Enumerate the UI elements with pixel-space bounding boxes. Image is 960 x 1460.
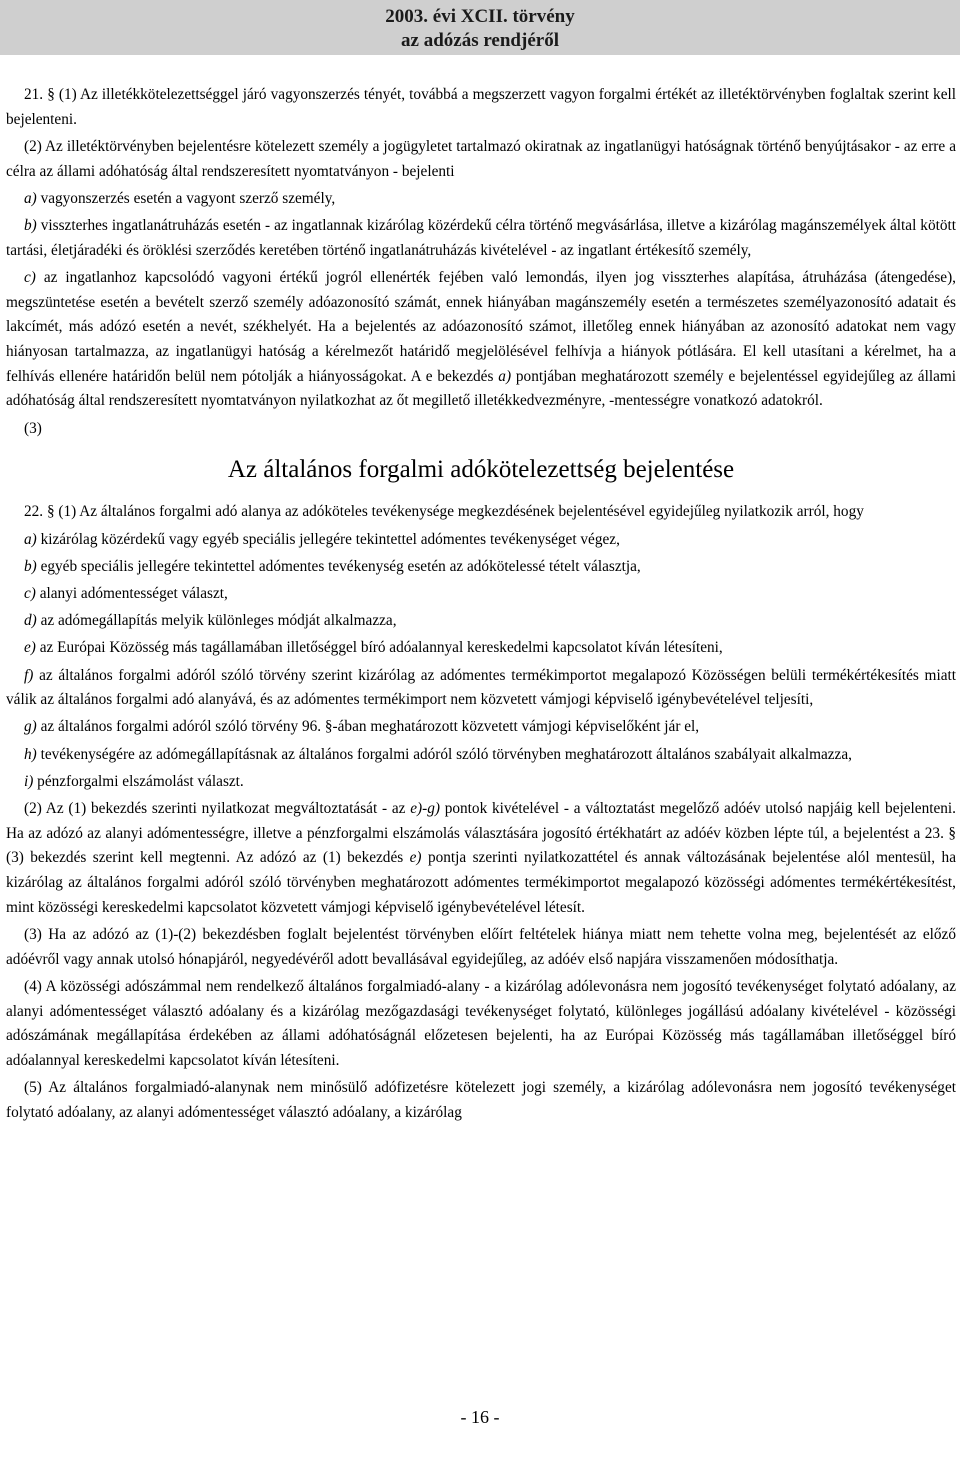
item-mark: g)	[24, 718, 37, 736]
item-mark: c)	[24, 268, 36, 286]
s22-paragraph-2	[6, 797, 956, 921]
item-mark: b)	[24, 217, 37, 235]
page-number: - 16 -	[460, 1407, 500, 1427]
item-text: kizárólag közérdekű vagy egyéb speciális jellegére tekintettel adómentes tevékenységet végez,	[36, 530, 620, 548]
item-mark: a)	[24, 189, 37, 207]
s21-paragraph-1: 21. § (1) Az illetékkötelezettséggel járó vagyonszerzés tényét, továbbá a megszerzett vagyon forgalmi értékét az illetéktörvényben foglaltak szerint kell bejelenteni.	[6, 86, 956, 128]
item-mark: e)	[24, 639, 36, 657]
paragraph-text: pontja szerinti nyilatkozattétel és annak változásának bejelentése alól mentesül, ha kizárólag az általános forgalmi adóról szóló törvényben meghatározott adómentes termékimportot megalapozó közösségi adómentes termékértékesítést, mint közösségi kereskedelmi kapcsolatot közvetett vámjogi képviselő igénybevételével létesít.	[6, 849, 956, 916]
s22-item-a	[6, 528, 956, 553]
item-text: vagyonszerzés esetén a vagyont szerző személy,	[36, 189, 336, 207]
item-mark: h)	[24, 745, 37, 763]
s21-item-c	[6, 266, 956, 414]
s22-paragraph-4: (4) A közösségi adószámmal nem rendelkező általános forgalmiadó-alany - a kizárólag adólevonásra nem jogosító tevékenységet folytató adóalany, az alanyi adómentességet választó adóalany és a kizárólag mezőgazdasági tevékenységet folytató, különleges jogállású adóalany kivételével - közösségi adószámának megállapítása érdekében az állami adóhatóságnál előzetesen bejelenti, ha az Európai Közösség más tagállamában illetőséggel bíró adóalannyal kereskedelmi kapcsolatot kíván létesíteni.	[6, 978, 956, 1070]
item-text: az általános forgalmi adóról szóló törvény 96. §-ában meghatározott közvetett vámjogi képviselőként jár el,	[36, 718, 700, 736]
item-text: visszterhes ingatlanátruházás esetén - az ingatlannak kizárólag közérdekű célra történő megvásárlása, illetve a kizárólag magánszemélyek által kötött tartási, életjáradéki és öröklési szerződés keretében történő ingatlanátruházás kivételével - az ingatlant értékesítő személy,	[6, 217, 956, 259]
s22-item-e	[6, 636, 956, 661]
item-text: az ingatlanhoz kapcsolódó vagyoni értékű jogról ellenérték fejében való lemondás, ilyen jog visszterhes alapítása, átruházása (átengedése), megszüntetése esetén a bevételt szerző személy adóazonosító számát, ennek hiányában magánszemély esetén a természetes személyazonosító adatait és lakcímét, más adózó esetén a nevét, székhelyét. Ha a bejelentés az adóazonosító számot, illetőleg ennek hiányában az azonosító adatokat nem vagy hiányosan tartalmazza, az ingatlanügyi hatóság a kérelmezőt határidő megjelölésével felhívja a hiányok pótlására. El kell utasítani a kérelmet, ha a felhívás ellenére határidőn belül nem pótolják a hiányosságokat. A e bekezdés	[6, 268, 956, 385]
item-mark: a)	[24, 530, 37, 548]
s22-item-g	[6, 715, 956, 740]
item-text: tevékenységére az adómegállapításnak az általános forgalmi adóról szóló törvényben meghatározott általános szabályait alkalmazza,	[36, 745, 852, 763]
item-text: az adómegállapítás melyik különleges módját alkalmazza,	[36, 612, 397, 630]
s21-paragraph-3: (3)	[24, 419, 42, 437]
s22-item-i	[6, 770, 956, 795]
item-reference: a)	[498, 367, 512, 385]
item-text: alanyi adómentességet választ,	[35, 584, 228, 602]
paragraph-text: pontok kivételével - a változtatást megelőző adóév utolsó napjáig kell bejelenteni. Ha az adózó az alanyi adómentességre, illetve a pénzforgalmi elszámolás választására jogosító értékhatárt az adóév közben lépte túl, a bejelentést a 23. § (3) bekezdés szerint kell megtenni. Az adózó az (1) bekezdés	[6, 800, 956, 867]
s22-item-b	[6, 555, 956, 580]
s22-item-f	[6, 664, 956, 713]
item-text: az általános forgalmi adóról szóló törvény szerint kizárólag az adómentes termékimportot megalapozó Közösségen belüli termékértékesítés miatt válik az általános forgalmi adó alanyává, és az adómentes termékimport nem közvetett vámjogi képviselő igénybevételével teljesíti,	[6, 666, 956, 709]
s21-item-a	[6, 187, 956, 212]
s21-paragraph-2: (2) Az illetéktörvényben bejelentésre kötelezett személy a jogügyletet tartalmazó okiratnak az ingatlanügyi hatóságnak történő benyújtásakor - az erre a célra az állami adóhatóság által rendszeresített nyomtatványon - bejelenti	[6, 137, 956, 180]
item-text: az Európai Közösség más tagállamában illetőséggel bíró adóalannyal kereskedelmi kapcsolatot kíván létesíteni,	[35, 639, 723, 657]
item-text: pénzforgalmi elszámolást választ.	[33, 772, 244, 790]
s22-paragraph-3: (3) Ha az adózó az (1)-(2) bekezdésben foglalt bejelentést törvényben előírt feltételek hiánya miatt nem tehette volna meg, bejelentését az előző adóévről vagy annak utolsó hónapjáról, negyedévéről adott bevallásával egyidejűleg, az adóév első napjára visszamenően módosíthatja.	[6, 926, 956, 968]
item-mark: c)	[24, 584, 36, 602]
item-reference: e)	[409, 849, 422, 867]
document-body	[6, 83, 956, 1128]
s22-item-d	[6, 609, 956, 634]
item-text: pontjában meghatározott személy e bejelentéssel egyidejűleg az állami adóhatóság által rendszeresített nyomtatványon nyilatkozhat az őt megillető illetékkedvezményre, -mentességre vonatkozó adatokról.	[6, 367, 957, 410]
s22-item-c	[6, 582, 956, 607]
item-mark: i)	[24, 772, 34, 790]
section-title: Az általános forgalmi adókötelezettség bejelentése	[227, 456, 735, 484]
item-mark: d)	[24, 612, 37, 630]
header-law-title: 2003. évi XCII. törvény	[385, 6, 575, 27]
item-text: egyéb speciális jellegére tekintettel adómentes tevékenység esetén az adókötelessé tételt választja,	[36, 557, 641, 575]
page-header	[0, 0, 960, 55]
item-mark: f)	[24, 666, 34, 684]
item-reference: e)-g)	[410, 800, 440, 818]
s22-paragraph-1: 22. § (1) Az általános forgalmi adó alanya az adóköteles tevékenysége megkezdésének bejelentésével egyidejűleg nyilatkozik arról, hogy	[24, 503, 864, 521]
s22-paragraph-5: (5) Az általános forgalmiadó-alanynak nem minősülő adófizetésre kötelezett jogi személy, a kizárólag adólevonásra nem jogosító tevékenységet folytató adóalany, az alanyi adómentességet választó adóalany, a kizárólag	[6, 1079, 956, 1122]
s21-item-b	[6, 214, 956, 263]
header-law-subtitle: az adózás rendjéről	[401, 30, 559, 51]
paragraph-text: (2) Az (1) bekezdés szerinti nyilatkozat megváltoztatását - az	[24, 800, 411, 818]
item-mark: b)	[24, 557, 37, 575]
s22-item-h	[6, 743, 956, 768]
